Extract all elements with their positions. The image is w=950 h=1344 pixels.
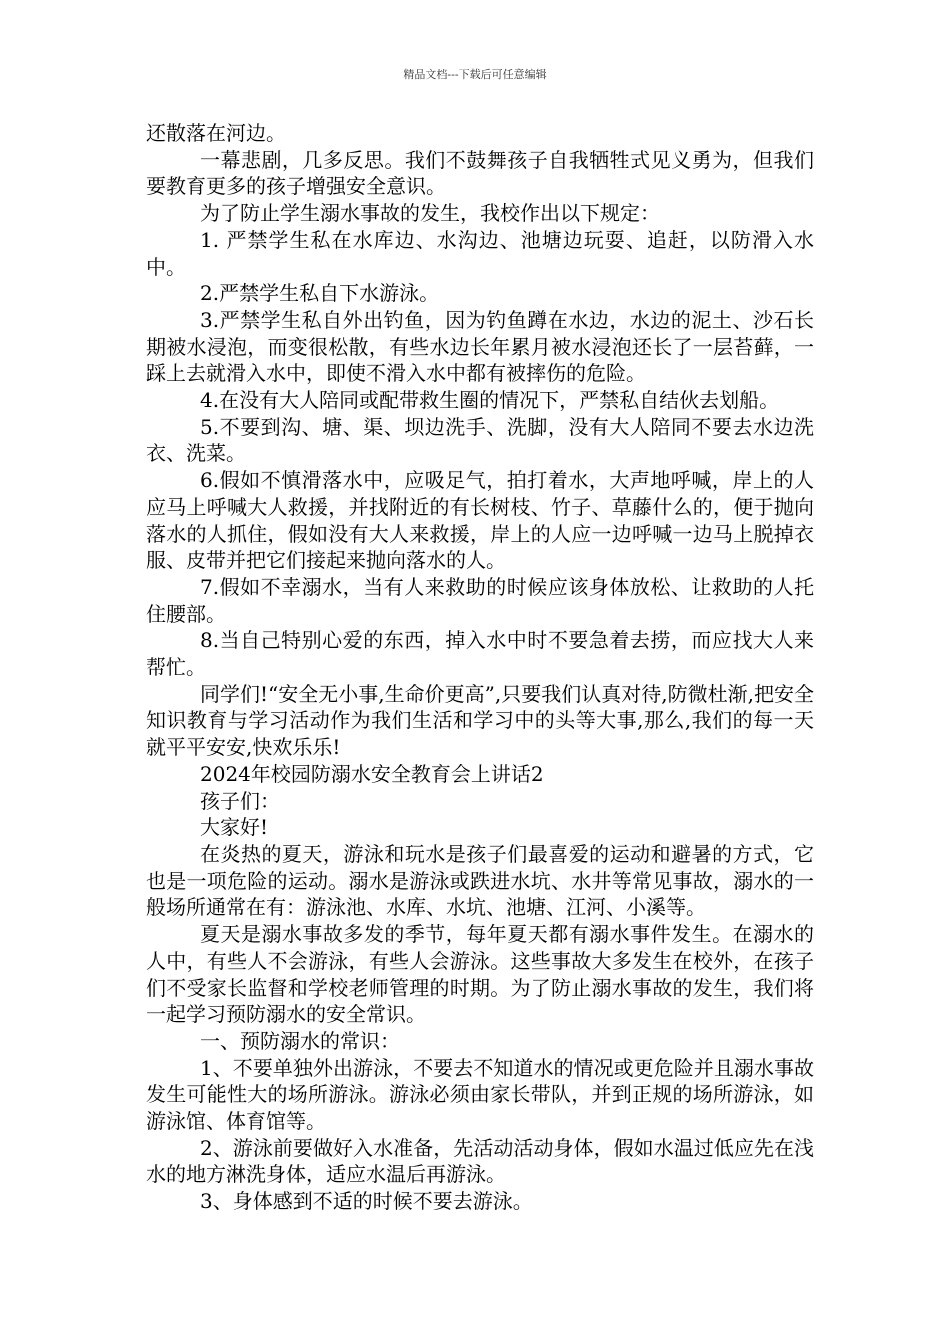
- page-header: 精品文档---下载后可任意编辑: [403, 68, 547, 81]
- rule-item: 4.在没有大人陪同或配带救生圈的情况下，严禁私自结伙去划船。: [200, 388, 780, 413]
- rule-item: 1. 严禁学生私在水库边、水沟边、池塘边玩耍、追赶，以防滑入水中。: [146, 227, 814, 279]
- rule-item: 5.不要到沟、塘、渠、坝边洗手、洗脚，没有大人陪同不要去水边洗衣、洗菜。: [146, 414, 814, 466]
- subsection-heading: 一、预防溺水的常识：: [200, 1028, 400, 1053]
- rule-item: 2.严禁学生私自下水游泳。: [200, 281, 440, 306]
- paragraph: 为了防止学生溺水事故的发生，我校作出以下规定：: [200, 201, 660, 226]
- list-item: 3、身体感到不适的时候不要去游泳。: [200, 1189, 533, 1214]
- paragraph: 一幕悲剧，几多反思。我们不鼓舞孩子自我牺牲式见义勇为，但我们要教育更多的孩子增强安全意识。: [146, 147, 814, 199]
- paragraph: 夏天是溺水事故多发的季节，每年夏天都有溺水事件发生。在溺水的人中，有些人不会游泳，有些人会游泳。这些事故大多发生在校外，在孩子们不受家长监督和学校老师管理的时期。为了防止溺水事故的发生，我们将一起学习预防溺水的安全常识。: [146, 922, 814, 1027]
- paragraph: 还散落在河边。: [146, 121, 286, 145]
- list-item: 1、不要单独外出游泳，不要去不知道水的情况或更危险并且溺水事故发生可能性大的场所游泳。游泳必须由家长带队，并到正规的场所游泳，如游泳馆、体育馆等。: [146, 1055, 814, 1134]
- paragraph: 在炎热的夏天，游泳和玩水是孩子们最喜爱的运动和避暑的方式，它也是一项危险的运动。溺水是游泳或跌进水坑、水井等常见事故，溺水的一般场所通常在有：游泳池、水库、水坑、池塘、江河、小溪等。: [146, 841, 814, 920]
- rule-item: 8.当自己特别心爱的东西，掉入水中时不要急着去捞，而应找大人来帮忙。: [146, 628, 814, 680]
- salutation: 孩子们：: [200, 788, 280, 813]
- paragraph: 同学们!“安全无小事,生命价更高”,只要我们认真对待,防微杜渐,把安全知识教育与学习活动作为我们生活和学习中的头等大事,那么,我们的每一天就平平安安,快欢乐乐!: [146, 681, 814, 760]
- section-title: 2024年校园防溺水安全教育会上讲话2: [200, 761, 544, 786]
- rule-item: 6.假如不慎滑落水中，应吸足气，拍打着水，大声地呼喊，岸上的人应马上呼喊大人救援，并找附近的有长树枝、竹子、草藤什么的，便于抛向落水的人抓住，假如没有大人来救援，岸上的人应一边呼喊一边马上脱掉衣服、皮带并把它们接起来抛向落水的人。: [146, 468, 814, 573]
- greeting: 大家好!: [200, 815, 269, 840]
- rule-item: 7.假如不幸溺水，当有人来救助的时候应该身体放松、让救助的人托住腰部。: [146, 574, 814, 626]
- rule-item: 3.严禁学生私自外出钓鱼，因为钓鱼蹲在水边，水边的泥土、沙石长期被水浸泡，而变很松散，有些水边长年累月被水浸泡还长了一层苔藓，一踩上去就滑入水中，即使不滑入水中都有被摔伤的危险。: [146, 307, 814, 386]
- list-item: 2、游泳前要做好入水准备，先活动活动身体，假如水温过低应先在浅水的地方淋洗身体，适应水温后再游泳。: [146, 1135, 814, 1187]
- document-body: [146, 120, 814, 1215]
